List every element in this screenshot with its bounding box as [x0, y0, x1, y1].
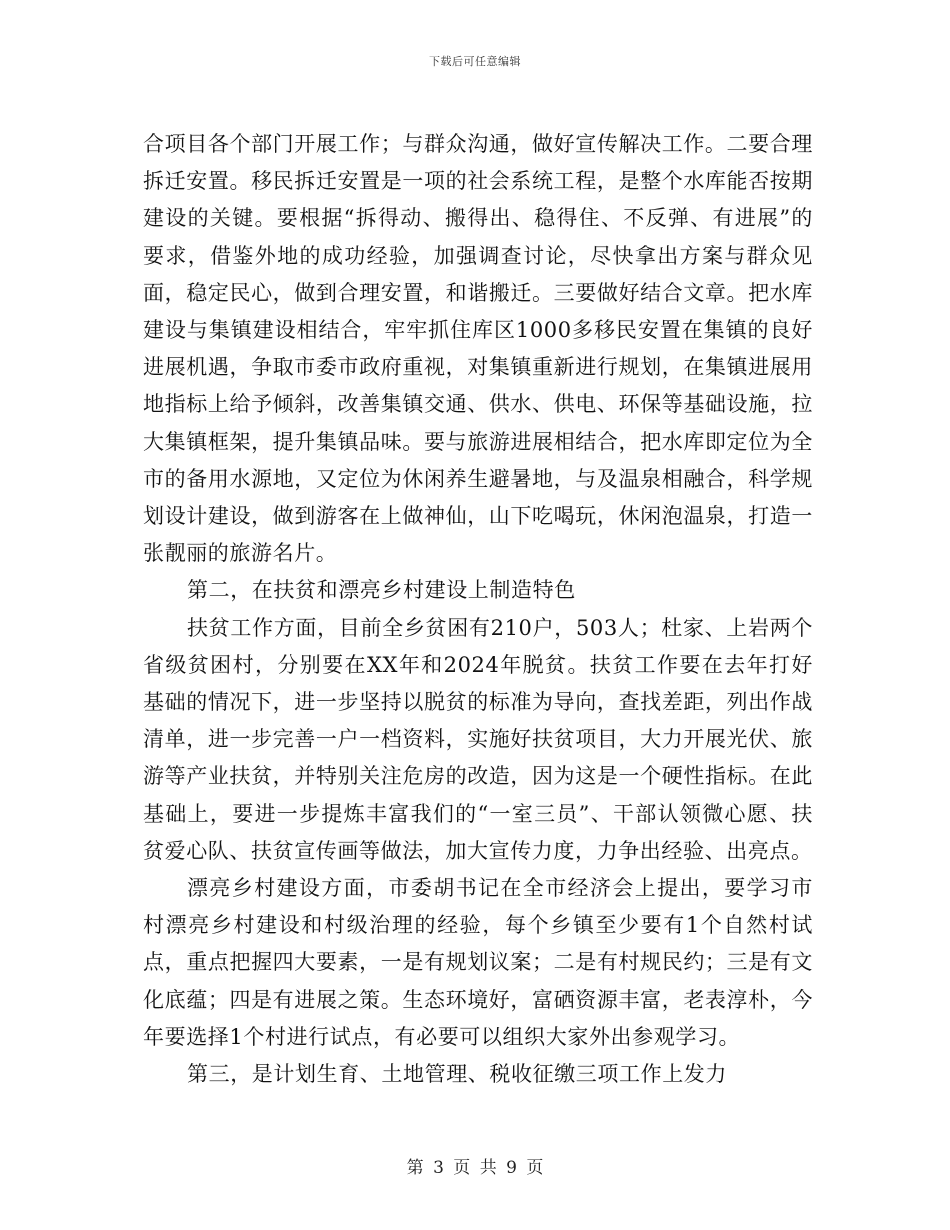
- document-body: [143, 126, 813, 1093]
- page-footer: 第 3 页 共 9 页: [406, 1158, 544, 1178]
- page-header: 下载后可任意编辑: [429, 55, 521, 68]
- section-heading-2: 第二，在扶贫和漂亮乡村建设上制造特色: [187, 578, 576, 603]
- paragraph-poverty-relief: 扶贫工作方面，目前全乡贫困有210户，503人；杜家、上岩两个省级贫困村，分别要在XX年和2024年脱贫。扶贫工作要在去年打好基础的情况下，进一步坚持以脱贫的标准为导向，查找差距，列出作战清单，进一步完善一户一档资料，实施好扶贫项目，大力开展光伏、旅游等产业扶贫，并特别关注危房的改造，因为这是一个硬性指标。在此基础上，要进一步提炼丰富我们的“一室三员”、干部认领微心愿、扶贫爱心队、扶贫宣传画等做法，加大宣传力度，力争出经验、出亮点。: [143, 615, 813, 863]
- paragraph-beautiful-village: 漂亮乡村建设方面，市委胡书记在全市经济会上提出，要学习市村漂亮乡村建设和村级治理的经验，每个乡镇至少要有1个自然村试点，重点把握四大要素，一是有规划议案；二是有村规民约；三是有文化底蕴；四是有进展之策。生态环境好，富硒资源丰富，老表淳朴，今年要选择1个村进行试点，有必要可以组织大家外出参观学习。: [143, 876, 813, 1049]
- paragraph-1: 合项目各个部门开展工作；与群众沟通，做好宣传解决工作。二要合理拆迁安置。移民拆迁安置是一项的社会系统工程，是整个水库能否按期建设的关键。要根据“拆得动、搬得出、稳得住、不反弹、有进展”的要求，借鉴外地的成功经验，加强调查讨论，尽快拿出方案与群众见面，稳定民心，做到合理安置，和谐搬迁。三要做好结合文章。把水库建设与集镇建设相结合，牢牢抓住库区1000多移民安置在集镇的良好进展机遇，争取市委市政府重视，对集镇重新进行规划，在集镇进展用地指标上给予倾斜，改善集镇交通、供水、供电、环保等基础设施，拉大集镇框架，提升集镇品味。要与旅游进展相结合，把水库即定位为全市的备用水源地，又定位为休闲养生避暑地，与及温泉相融合，科学规划设计建设，做到游客在上做神仙，山下吃喝玩，休闲泡温泉，打造一张靓丽的旅游名片。: [143, 132, 813, 566]
- section-heading-3: 第三，是计划生育、土地管理、税收征缴三项工作上发力: [187, 1062, 727, 1087]
